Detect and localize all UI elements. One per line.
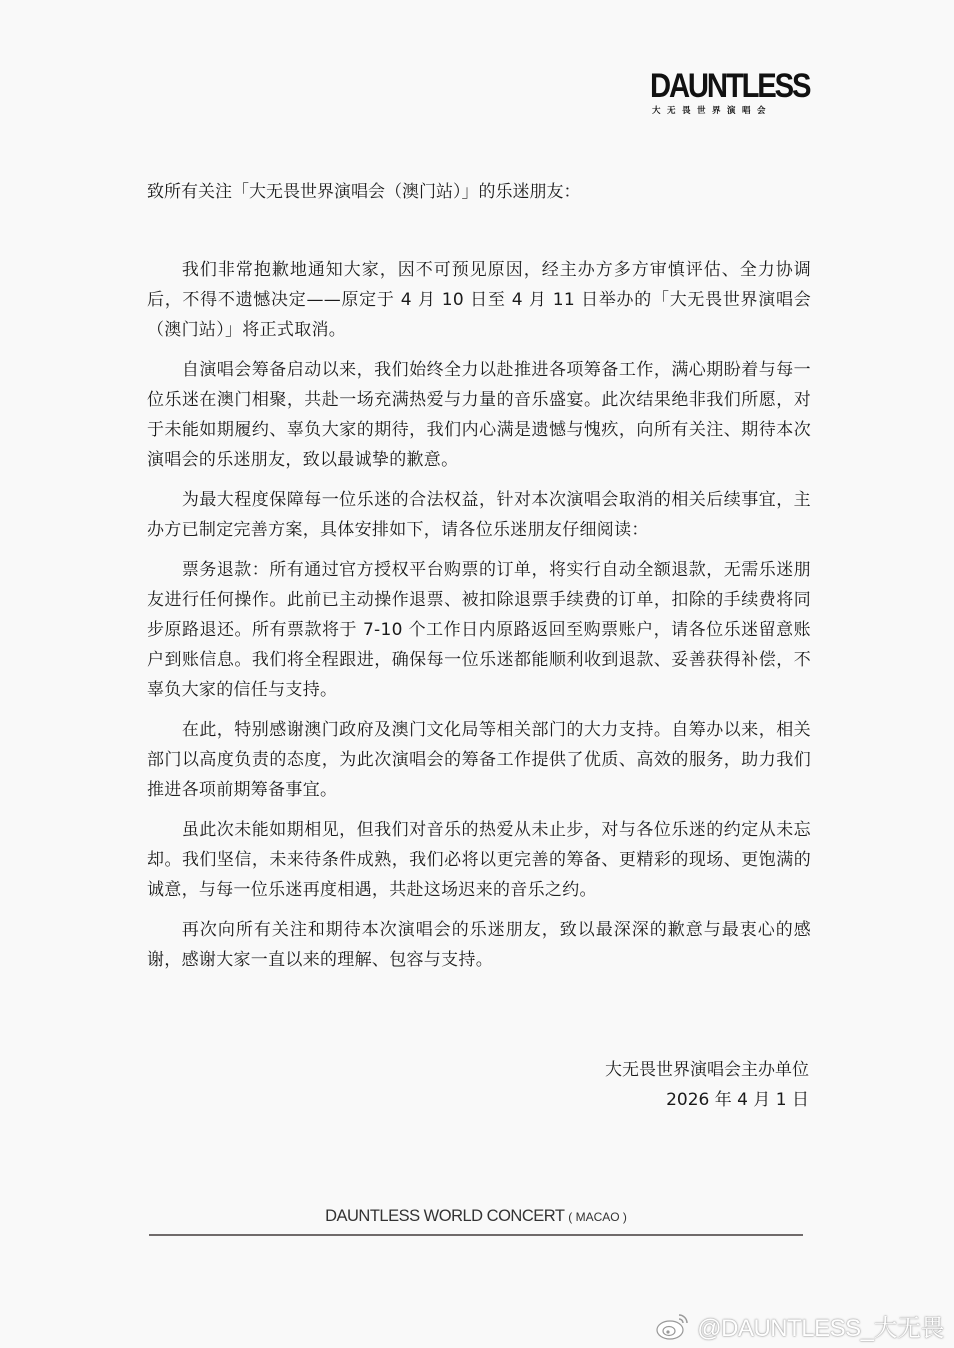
footer-divider (149, 1234, 803, 1236)
paragraph: 在此，特别感谢澳门政府及澳门文化局等相关部门的大力支持。自筹办以来，相关部门以高度负责的态度，为此次演唱会的筹备工作提供了优质、高效的服务，助力我们推进各项前期筹备事宜。 (147, 720, 811, 800)
logo-wordmark: DAUNTLESS (650, 67, 810, 105)
signature-organizer: 大无畏世界演唱会主办单位 (605, 1060, 809, 1080)
letter (147, 255, 811, 1236)
paragraph: 为最大程度保障每一位乐迷的合法权益，针对本次演唱会取消的相关后续事宜，主办方已制定完善方案，具体安排如下，请各位乐迷朋友仔细阅读： (147, 490, 811, 540)
footer-location: ( MACAO ) (568, 1210, 627, 1224)
footer (149, 1205, 803, 1228)
letter-body (147, 255, 811, 975)
paragraph: 再次向所有关注和期待本次演唱会的乐迷朋友，致以最深深的歉意与最衷心的感谢，感谢大家一直以来的理解、包容与支持。 (147, 920, 811, 970)
greeting: 致所有关注「大无畏世界演唱会（澳门站）」的乐迷朋友： (147, 182, 581, 202)
signature-date: 2026 年 4 月 1 日 (666, 1090, 809, 1110)
footer-title: DAUNTLESS WORLD CONCERT (325, 1207, 565, 1225)
paragraph: 虽此次未能如期相见，但我们对音乐的热爱从未止步，对与各位乐迷的约定从未忘却。我们坚信，未来待条件成熟，我们必将以更完善的筹备、更精彩的现场、更饱满的诚意，与每一位乐迷再度相遇，共赴这场迟来的音乐之约。 (147, 820, 811, 900)
watermark-handle: @DAUNTLESS_大无畏 (697, 1315, 944, 1342)
logo-subtitle: 大无畏世界演唱会 (652, 106, 773, 116)
weibo-icon (655, 1311, 691, 1341)
dauntless-logo (650, 66, 810, 117)
signature (147, 1055, 809, 1115)
paragraph: 自演唱会筹备启动以来，我们始终全力以赴推进各项筹备工作，满心期盼着与每一位乐迷在澳门相聚，共赴一场充满热爱与力量的音乐盛宴。此次结果绝非我们所愿，对于未能如期履约、辜负大家的期待，我们内心满是遗憾与愧疚，向所有关注、期待本次演唱会的乐迷朋友，致以最诚挚的歉意。 (147, 360, 811, 470)
watermark (655, 1308, 944, 1343)
paragraph: 票务退款：所有通过官方授权平台购票的订单，将实行自动全额退款，无需乐迷朋友进行任何操作。此前已主动操作退票、被扣除退票手续费的订单，扣除的手续费将同步原路退还。所有票款将于 7-10 个工作日内原路返回至购票账户，请各位乐迷留意账户到账信息。我们将全程跟进，确保每一位乐迷都能顺利收到退款、妥善获得补偿，不辜负大家的信任与支持。 (147, 560, 811, 700)
paragraph: 我们非常抱歉地通知大家，因不可预见原因，经主办方多方审慎评估、全力协调后，不得不遗憾决定——原定于 4 月 10 日至 4 月 11 日举办的「大无畏世界演唱会（澳门站）」将正式取消。 (147, 260, 811, 340)
